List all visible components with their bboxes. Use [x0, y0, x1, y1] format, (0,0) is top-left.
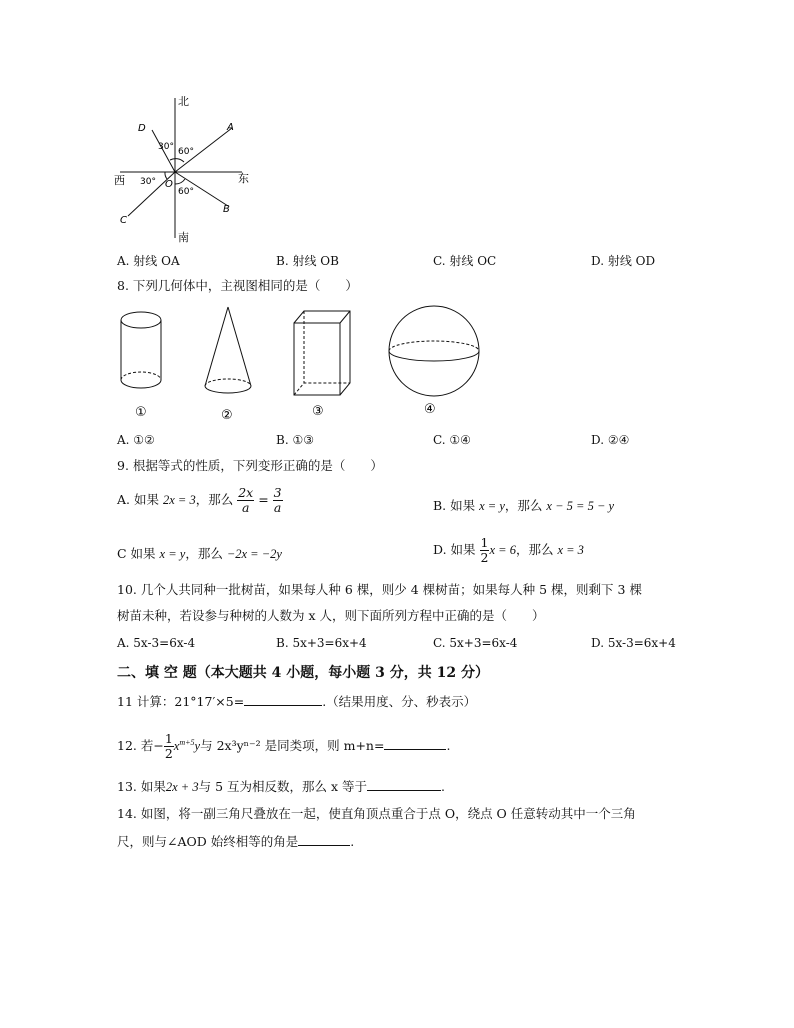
q12-frac: $\frac{1}{2}$: [164, 731, 173, 761]
q7-option-d: D. 射线 OD: [591, 254, 656, 268]
q12-suffix: .: [446, 738, 451, 753]
sphere-shape: [389, 306, 479, 396]
angle-arc-north: [170, 159, 184, 162]
q9-a-frac2: $\frac{3}{a}$: [273, 485, 282, 515]
q9-c-eq: x = y: [159, 547, 186, 561]
cone-shape: [205, 307, 251, 393]
cylinder-shape: [121, 312, 161, 388]
label-a: A: [227, 122, 234, 133]
angle-label-wc: 30°: [140, 177, 156, 187]
q10-option-b: B. 5x+3=6x+4: [276, 636, 367, 650]
q9-option-c: [117, 544, 282, 562]
q9-c-res: −2x = −2y: [226, 547, 282, 561]
q9-c-mid: ，那么: [185, 546, 223, 561]
q9-option-b: [433, 496, 614, 514]
angle-label-dn: 30°: [158, 142, 174, 152]
solid-label-3: ③: [312, 404, 324, 419]
solid-label-1: ①: [135, 405, 147, 420]
q10-line1: 10. 几个人共同种一批树苗，如果每人种 6 棵，则少 4 棵树苗；如果每人种 5 棵，则剩下 3 棵: [117, 582, 642, 597]
label-d: D: [138, 123, 146, 134]
solid-label-4: ④: [424, 402, 436, 417]
q9-b-prefix: B. 如果: [433, 498, 476, 513]
q9-c-prefix: C 如果: [117, 546, 156, 561]
q10-option-a: A. 5x-3=6x-4: [117, 636, 196, 650]
label-o: O: [165, 179, 173, 190]
q13-expr: 2x + 3: [165, 780, 199, 794]
q9-b-eq: x = y: [479, 499, 505, 513]
q9-d-res: x = 3: [557, 543, 584, 557]
q9-d-mid: ，那么: [515, 542, 554, 557]
q9-stem: 9. 根据等式的性质，下列变形正确的是（ ）: [117, 458, 383, 473]
q13: [117, 777, 445, 795]
compass-figure: [110, 88, 260, 248]
q11-answer-blank[interactable]: [244, 693, 322, 706]
label-b: B: [223, 204, 230, 215]
q11-suffix: .（结果用度、分、秒表示）: [322, 694, 477, 709]
q8-stem: 8. 下列几何体中，主视图相同的是（ ）: [117, 278, 358, 293]
cuboid-shape: [294, 311, 350, 395]
section-2-title: 二、填 空 题（本大题共 4 小题，每小题 3 分，共 12 分）: [117, 665, 489, 681]
q14-line2: [117, 832, 354, 850]
q9-a-mid: ，那么: [195, 492, 234, 507]
q7-option-b: B. 射线 OB: [276, 254, 339, 268]
angle-label-sb: 60°: [178, 187, 194, 197]
q10-line2: 树苗未种，若设参与种树的人数为 x 人，则下面所列方程中正确的是（ ）: [117, 608, 545, 623]
q13-mid: 与 5 互为相反数，那么 x 等于: [198, 779, 367, 794]
angle-label-na: 60°: [178, 147, 194, 157]
label-c: C: [120, 215, 127, 226]
q9-a-eq: 2x = 3: [162, 493, 196, 507]
q7-option-c: C. 射线 OC: [433, 254, 497, 268]
q9-d-eq: x = 6: [489, 543, 516, 557]
label-north: 北: [178, 95, 189, 108]
q12-x: x: [173, 739, 180, 753]
q12-answer-blank[interactable]: [384, 737, 446, 750]
solids-figure: [112, 303, 492, 423]
q9-a-frac1: $\frac{2x}{a}$: [238, 485, 254, 515]
q9-d-frac: $\frac{1}{2}$: [480, 535, 489, 565]
q8-option-c: C. ①④: [433, 433, 471, 447]
angle-arc-south: [175, 179, 185, 184]
q12: [117, 732, 450, 761]
q11: [117, 692, 476, 710]
q11-prefix: 11 计算：21°17′×5=: [117, 694, 245, 709]
q8-option-a: A. ①②: [117, 433, 155, 447]
q12-x-exp: m+5: [179, 737, 195, 747]
q9-a-prefix: A. 如果: [117, 492, 159, 507]
q8-option-d: D. ②④: [591, 433, 630, 447]
label-east: 东: [238, 172, 249, 185]
solid-label-2: ②: [221, 408, 233, 423]
q14-answer-blank[interactable]: [298, 833, 350, 846]
q10-option-d: D. 5x-3=6x+4: [591, 636, 676, 650]
q9-b-res: x − 5 = 5 − y: [546, 499, 615, 513]
q13-answer-blank[interactable]: [367, 778, 441, 791]
q9-a-eq2: =: [258, 492, 269, 507]
q14-line2-prefix: 尺，则与∠AOD 始终相等的角是: [117, 834, 299, 849]
q14-line1: 14. 如图，将一副三角尺叠放在一起，使直角顶点重合于点 O，绕点 O 任意转动其中一个三角: [117, 806, 636, 821]
q12-mid: 与 2x³yⁿ⁻² 是同类项，则 m+n=: [200, 738, 385, 753]
label-west: 西: [114, 174, 125, 187]
q14-line2-suffix: .: [350, 834, 355, 849]
q13-suffix: .: [441, 779, 445, 794]
q12-y: y: [194, 739, 201, 753]
q9-d-prefix: D. 如果: [433, 542, 476, 557]
q9-b-mid: ，那么: [504, 498, 543, 513]
q10-option-c: C. 5x+3=6x-4: [433, 636, 518, 650]
angle-arc-west: [165, 172, 167, 179]
q9-option-a: [117, 486, 283, 515]
q9-option-d: [433, 536, 584, 565]
q13-prefix: 13. 如果: [117, 779, 166, 794]
label-south: 南: [178, 231, 189, 244]
q7-option-a: A. 射线 OA: [117, 254, 180, 268]
q8-option-b: B. ①③: [276, 433, 314, 447]
q12-prefix: 12. 若−: [117, 738, 164, 753]
